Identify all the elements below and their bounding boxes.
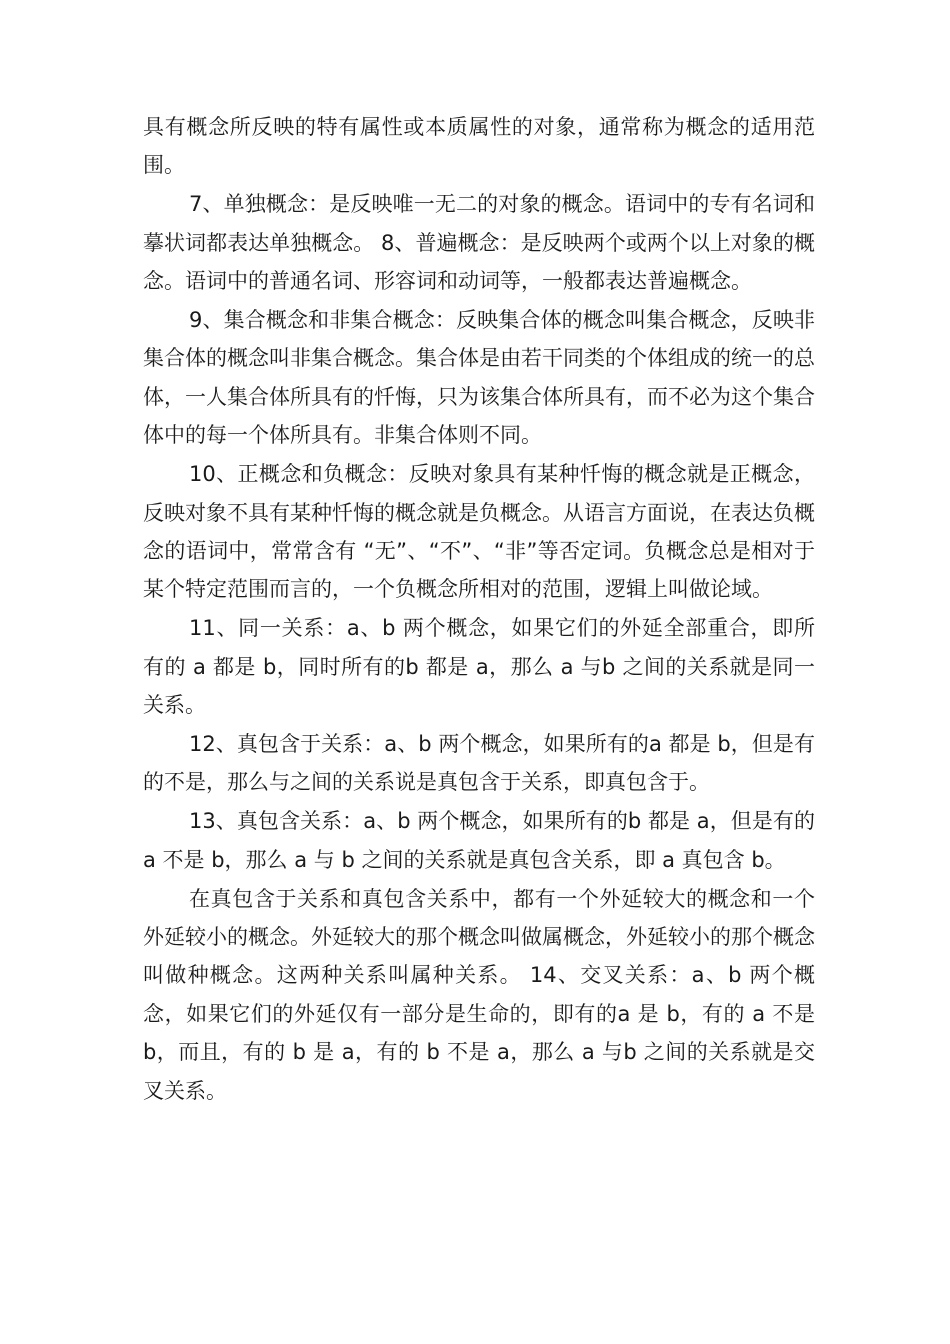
paragraph-scope-continuation: 具有概念所反映的特有属性或本质属性的对象，通常称为概念的适用范围。: [143, 115, 815, 178]
paragraph-genus-species-and-intersection: 在真包含于关系和真包含关系中，都有一个外延较大的概念和一个外延较小的概念。外延较大的那个概念叫做属概念，外延较小的那个概念叫做种概念。这两种关系叫属种关系。 14、交叉关系：a、b 两个概念，如果它们的外延仅有一部分是生命的，即有的a 是 b，有的 a 不是 b，而且，有的 b 是 a，有的 b 不是 a，那么 a 与b 之间的关系就是交叉关系。: [143, 886, 815, 1103]
paragraph-proper-inclusion-in-relation: 12、真包含于关系：a、b 两个概念，如果所有的a 都是 b，但是有的不是，那么与之间的关系说是真包含于关系，即真包含于。: [143, 732, 815, 795]
document-body: [143, 108, 815, 1110]
paragraph-proper-inclusion-relation: 13、真包含关系：a、b 两个概念，如果所有的b 都是 a，但是有的 a 不是 b，那么 a 与 b 之间的关系就是真包含关系，即 a 真包含 b。: [143, 809, 815, 872]
paragraph-positive-negative-concepts: 10、正概念和负概念：反映对象具有某种忏悔的概念就是正概念，反映对象不具有某种忏悔的概念就是负概念。从语言方面说，在表达负概念的语词中，常常含有 “无”、“不”、“非”等否定词。负概念总是相对于某个特定范围而言的，一个负概念所相对的范围，逻辑上叫做论域。: [143, 462, 815, 602]
paragraph-collective-concepts: 9、集合概念和非集合概念：反映集合体的概念叫集合概念，反映非集合体的概念叫非集合概念。集合体是由若干同类的个体组成的统一的总体，一人集合体所具有的忏悔，只为该集合体所具有，而不必为这个集合体中的每一个体所具有。非集合体则不同。: [143, 308, 815, 448]
paragraph-identity-relation: 11、同一关系：a、b 两个概念，如果它们的外延全部重合，即所有的 a 都是 b，同时所有的b 都是 a，那么 a 与b 之间的关系就是同一关系。: [143, 616, 815, 718]
paragraph-single-and-general-concepts: 7、单独概念：是反映唯一无二的对象的概念。语词中的专有名词和摹状词都表达单独概念。 8、普遍概念：是反映两个或两个以上对象的概念。语词中的普通名词、形容词和动词等，一般都表达普遍概念。: [143, 192, 815, 294]
